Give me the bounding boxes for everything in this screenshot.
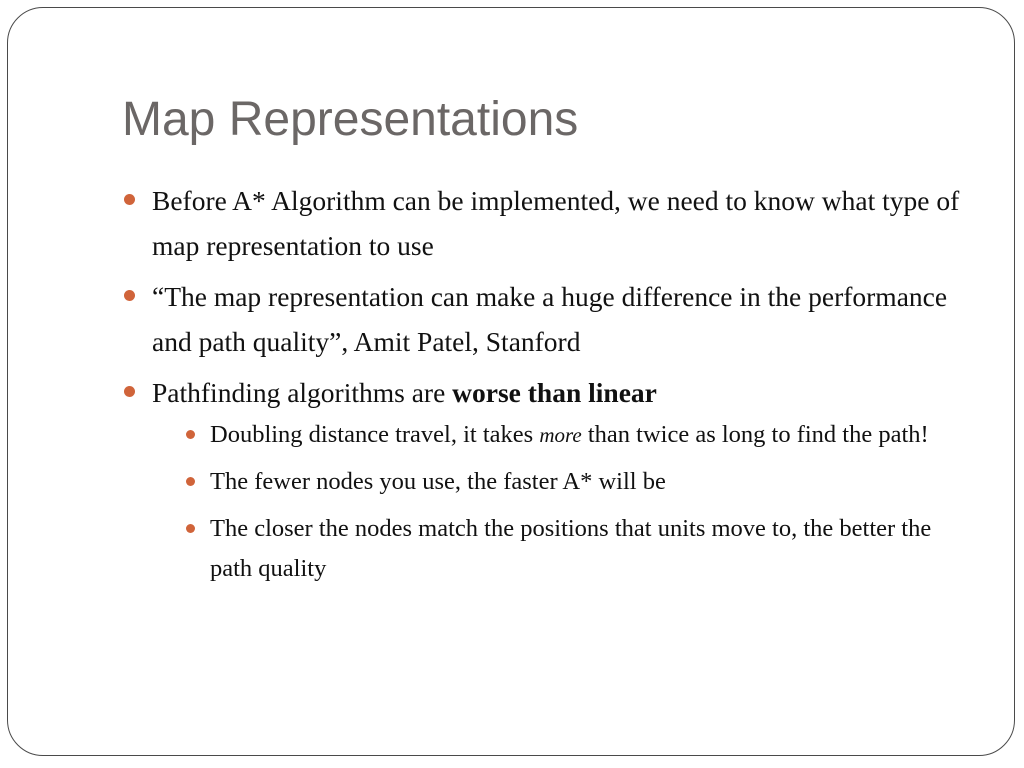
bullet-dot-icon <box>124 290 135 301</box>
sub-bullet-item <box>152 462 974 502</box>
bullet-text: Before A* Algorithm can be implemented, we need to know what type of map representation to use <box>152 185 960 261</box>
sub-bullet-text-end: than twice as long to find the path! <box>581 421 929 448</box>
slide <box>7 7 1015 756</box>
sub-bullet-dot-icon <box>186 430 195 439</box>
sub-bullet-dot-icon <box>186 477 195 486</box>
sub-bullet-text: The closer the nodes match the positions that units move to, the better the path quality <box>210 515 932 582</box>
bullet-dot-icon <box>124 194 135 205</box>
sub-bullet-item <box>152 415 974 455</box>
bullet-item <box>124 178 974 268</box>
bullet-item <box>124 274 974 364</box>
slide-title: Map Representations <box>122 93 579 146</box>
bullet-item <box>124 370 974 589</box>
bullet-dot-icon <box>124 386 135 397</box>
sub-bullet-emphasis: more <box>539 423 582 447</box>
sub-bullet-text: The fewer nodes you use, the faster A* will be <box>210 468 666 495</box>
sub-bullet-list <box>152 415 974 589</box>
bullet-emphasis: worse than linear <box>452 377 657 408</box>
bullet-text: “The map representation can make a huge difference in the performance and path quality”, Amit Patel, Stanford <box>152 281 948 357</box>
bullet-text: Pathfinding algorithms are <box>152 377 453 408</box>
sub-bullet-text: Doubling distance travel, it takes <box>210 421 540 448</box>
sub-bullet-item <box>152 509 974 589</box>
bullet-list <box>124 178 974 596</box>
sub-bullet-dot-icon <box>186 524 195 533</box>
